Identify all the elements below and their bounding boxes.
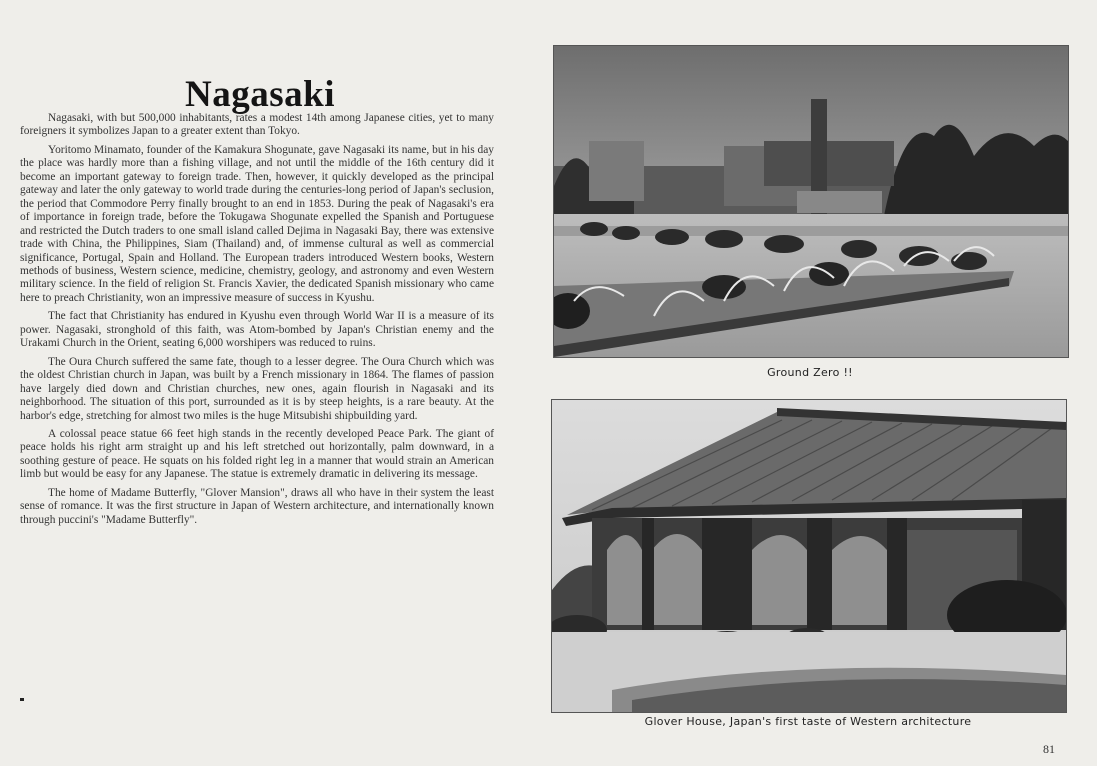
ground-zero-photo [553, 45, 1069, 358]
paragraph: The home of Madame Butterfly, "Glover Mansion", draws all who have in their system the least sense of romance. It was the first structure in Japan of Western architecture, and internationally known through puccini's "Madame Butterfly". [20, 486, 494, 526]
page-number: 81 [1043, 742, 1055, 756]
paragraph: The fact that Christianity has endured in Kyushu even through World War II is a measure of its power. Nagasaki, stronghold of this faith, was Atom-bombed by Japan's Christian enemy and the Urakami Church in the Orient, seating 6,000 worshipers was reduced to ruins. [20, 310, 494, 350]
paragraph: A colossal peace statue 66 feet high stands in the recently developed Peace Park. The giant of peace holds his right arm straight up and his left stretched out horizontally, palm downward, in a soothing gesture of peace. He squats on his folded right leg in a manner that would strain an American limb but would be easy for any Japanese. The statue is extremely dramatic in delivering its message. [20, 427, 494, 481]
article-body [20, 112, 494, 532]
paragraph: Yoritomo Minamato, founder of the Kamakura Shogunate, gave Nagasaki its name, but in his day the place was hardly more than a fishing village, and not until the middle of the 16th century did it become an important gateway to foreign trade. Then, however, it quickly developed as the principal gateway and later the only gateway to world trade during the centuries-long period of Japan's seclusion, the period that Commodore Perry finally brought to an end in 1853. During the peak of Nagasaki's era of importance in foreign trade, before the Tokugawa Shogunate expelled the Spanish and Portuguese and restricted the Dutch traders to one small island called Dejima in Nagasaki Bay, there was extensive trade with China, the Philippines, Siam (Thailand) and, of immense cultural as well as commercial significance, Portugal, Spain and Holland. The European traders introduced Western books, Western methods of business, Western science, medicine, chemistry, geology, and astronomy and even Western military science. In the field of religion St. Francis Xavier, the dedicated Spanish missionary who came here to preach Christianity, won an impressive measure of success in Kyushu. [20, 143, 494, 304]
glover-house-photo [551, 399, 1067, 713]
paragraph: Nagasaki, with but 500,000 inhabitants, rates a modest 14th among Japanese cities, yet to many foreigners it symbolizes Japan to a greater extent than Tokyo. [20, 112, 494, 138]
glover-house-caption: Glover House, Japan's first taste of Western architecture [644, 715, 972, 728]
paragraph: The Oura Church suffered the same fate, though to a lesser degree. The Oura Church which was the oldest Christian church in Japan, was built by a French missionary in 1864. The flames of passion have largely died down and Christian churches, new ones, again flourish in Nagasaki and its neighborhood. The situation of this port, surrounded as it is by steep heights, is a rare beauty. At the harbor's edge, stretching for almost two miles is the huge Mitsubishi shipbuilding yard. [20, 355, 494, 422]
ground-zero-caption: Ground Zero !! [767, 366, 853, 379]
article-title: Nagasaki [185, 73, 335, 115]
print-mark [20, 698, 24, 701]
